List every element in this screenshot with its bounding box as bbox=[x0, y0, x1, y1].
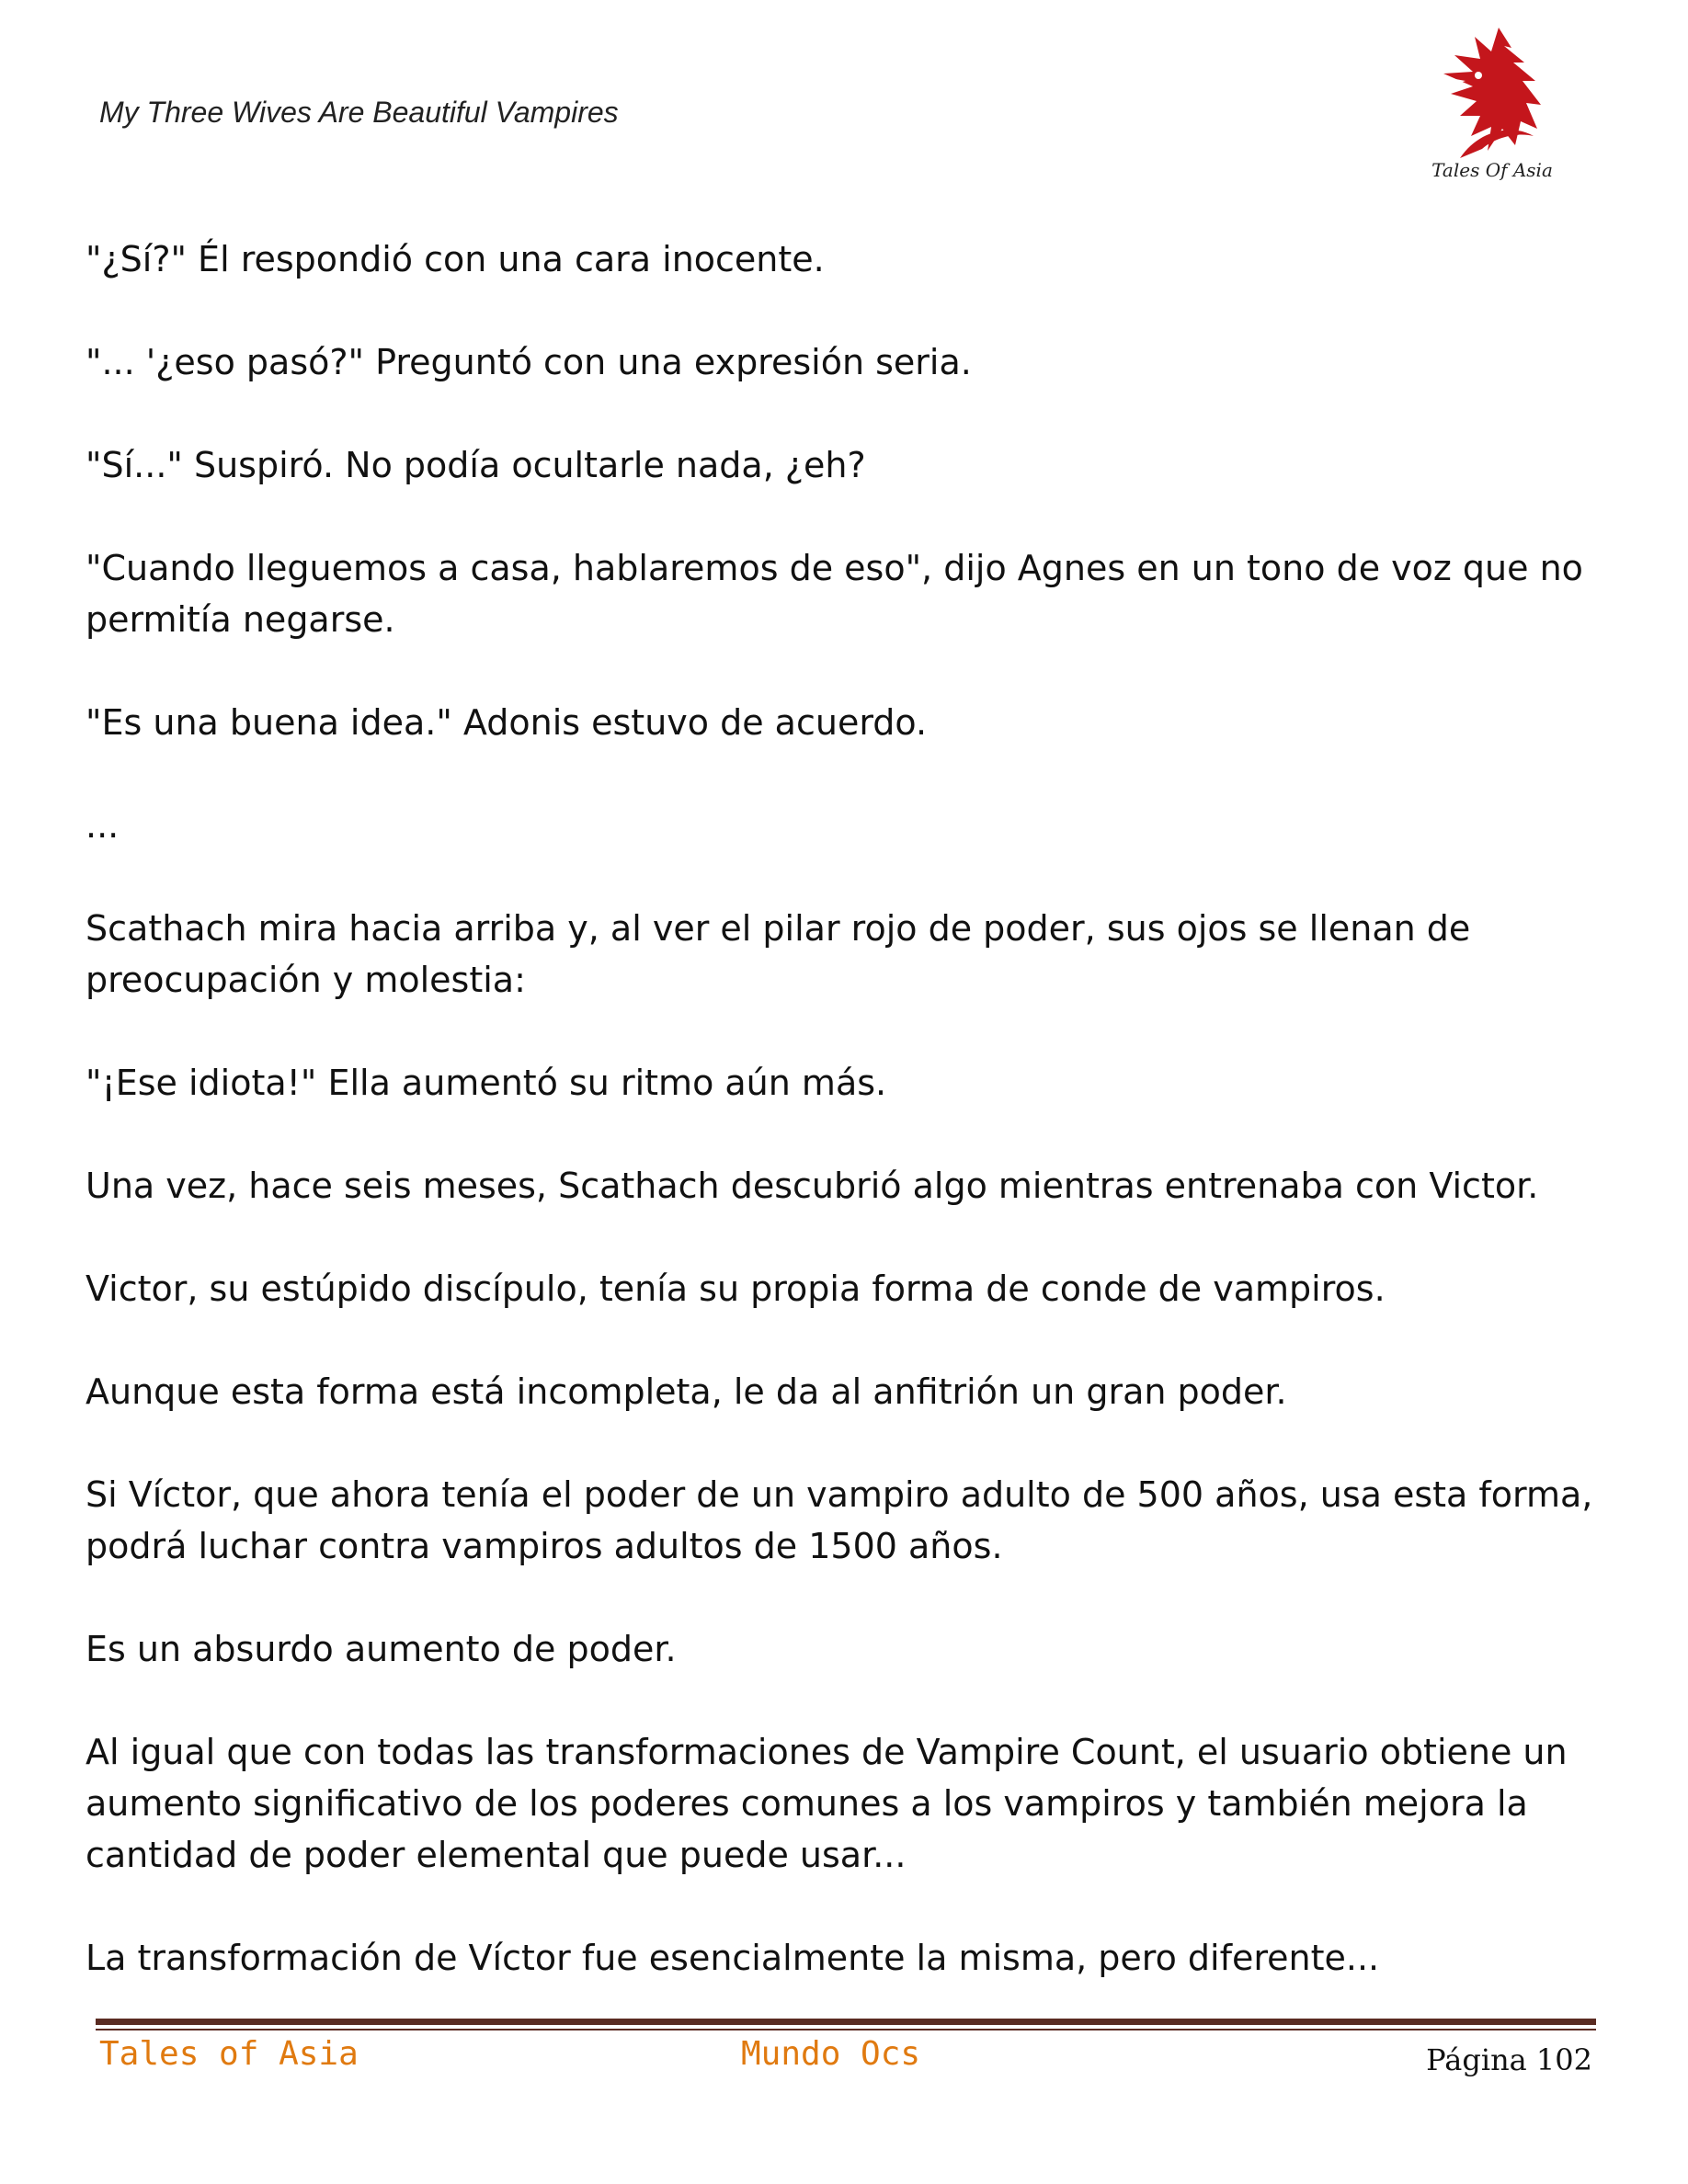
header-title: My Three Wives Are Beautiful Vampires bbox=[99, 96, 619, 129]
dragon-logo-icon bbox=[1423, 20, 1561, 182]
tales-of-asia-logo bbox=[1423, 20, 1561, 182]
paragraph: Si Víctor, que ahora tenía el poder de un vampiro adulto de 500 años, usa esta forma, podrá luchar contra vampiros adultos de 1500 años. bbox=[86, 1474, 1593, 1566]
paragraph: "Sí..." Suspiró. No podía ocultarle nada, ¿eh? bbox=[86, 445, 866, 485]
paragraph: Scathach mira hacia arriba y, al ver el pilar rojo de poder, sus ojos se llenan de preocupación y molestia: bbox=[86, 908, 1471, 1000]
paragraph: Aunque esta forma está incompleta, le da al anfitrión un gran poder. bbox=[86, 1371, 1287, 1412]
footer-group-name: Mundo Ocs bbox=[741, 2035, 921, 2073]
paragraph: "¿Sí?" Él respondió con una cara inocente. bbox=[86, 239, 825, 279]
svg-text:Tales Of Asia: Tales Of Asia bbox=[1431, 159, 1553, 181]
footer-site-name: Tales of Asia bbox=[99, 2035, 359, 2073]
page-number: Página 102 bbox=[1426, 2042, 1592, 2077]
paragraph: La transformación de Víctor fue esencialmente la misma, pero diferente... bbox=[86, 1938, 1380, 1978]
paragraph: Victor, su estúpido discípulo, tenía su propia forma de conde de vampiros. bbox=[86, 1268, 1386, 1309]
chapter-body bbox=[86, 233, 1593, 2035]
paragraph: "Cuando lleguemos a casa, hablaremos de eso", dijo Agnes en un tono de voz que no permitía negarse. bbox=[86, 548, 1583, 640]
paragraph: Una vez, hace seis meses, Scathach descubrió algo mientras entrenaba con Victor. bbox=[86, 1166, 1539, 1206]
footer-divider bbox=[96, 2019, 1596, 2025]
paragraph: "Es una buena idea." Adonis estuvo de acuerdo. bbox=[86, 702, 928, 743]
paragraph: "... '¿eso pasó?" Preguntó con una expresión seria. bbox=[86, 342, 972, 382]
paragraph: "¡Ese idiota!" Ella aumentó su ritmo aún más. bbox=[86, 1063, 887, 1103]
paragraph: Es un absurdo aumento de poder. bbox=[86, 1629, 677, 1669]
footer-divider-thin bbox=[96, 2029, 1596, 2030]
paragraph: Al igual que con todas las transformaciones de Vampire Count, el usuario obtiene un aumento significativo de los poderes comunes a los vampiros y también mejora la cantidad de poder elemental que puede usar... bbox=[86, 1732, 1568, 1875]
scene-break: ... bbox=[86, 805, 120, 846]
